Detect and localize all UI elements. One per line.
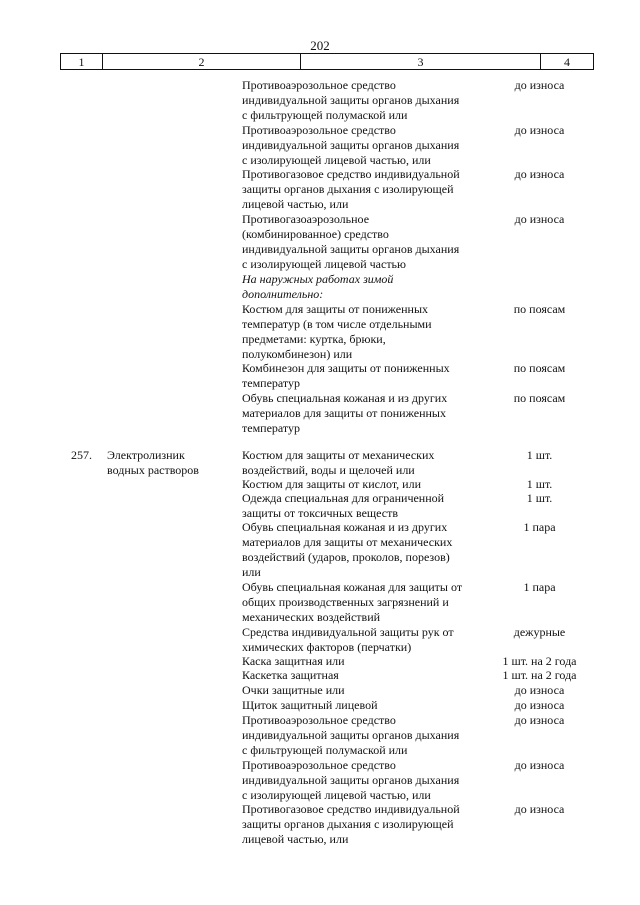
item-line: индивидуальной защиты органов дыхания	[242, 138, 460, 152]
profession-name: водных растворов	[107, 463, 199, 477]
item-line: Щиток защитный лицевой	[242, 698, 378, 712]
item-norm: до износа	[514, 683, 565, 697]
item-line: общих производственных загрязнений и	[242, 595, 449, 609]
item-norm: 1 пара	[523, 520, 556, 534]
item-line: с фильтрующей полумаской или	[242, 743, 408, 757]
column-header-2: 2	[103, 54, 301, 70]
item-norm: по поясам	[513, 361, 566, 375]
item-norm: до износа	[514, 167, 565, 181]
item-norm: по поясам	[513, 391, 566, 405]
item-line: Обувь специальная кожаная и из других	[242, 391, 448, 405]
section-note: На наружных работах зимой	[242, 272, 394, 286]
item-line: Противоаэрозольное средство	[242, 123, 396, 137]
item-line: лицевой частью, или	[242, 197, 349, 211]
item-line: предметами: куртка, брюки,	[242, 332, 386, 346]
item-norm: 1 шт.	[526, 477, 553, 491]
item-line: полукомбинезон) или	[242, 347, 353, 361]
item-line: (комбинированное) средство	[242, 227, 389, 241]
item-line: Очки защитные или	[242, 683, 345, 697]
item-line: Костюм для защиты от кислот, или	[242, 477, 421, 491]
item-line: воздействий (ударов, проколов, порезов)	[242, 550, 450, 564]
item-line: Противогазоаэрозольное	[242, 212, 370, 226]
column-header-4: 4	[541, 54, 594, 70]
item-line: Обувь специальная кожаная и из других	[242, 520, 448, 534]
item-line: Противоаэрозольное средство	[242, 758, 396, 772]
page-number: 202	[310, 38, 330, 53]
item-line: с изолирующей лицевой частью	[242, 257, 406, 271]
item-line: индивидуальной защиты органов дыхания	[242, 242, 460, 256]
item-line: Противогазовое средство индивидуальной	[242, 802, 460, 816]
item-line: температур (в том числе отдельными	[242, 317, 432, 331]
item-line: Костюм для защиты от механических	[242, 448, 435, 462]
item-norm: дежурные	[513, 625, 566, 639]
item-line: Каскетка защитная	[242, 668, 339, 682]
item-line: Противоаэрозольное средство	[242, 78, 396, 92]
item-line: индивидуальной защиты органов дыхания	[242, 773, 460, 787]
row-number: 257.	[71, 448, 92, 462]
item-norm: 1 шт. на 2 года	[502, 654, 577, 668]
item-line: химических факторов (перчатки)	[242, 640, 412, 654]
item-line: температур	[242, 376, 301, 390]
item-line: индивидуальной защиты органов дыхания	[242, 93, 460, 107]
column-header-1: 1	[61, 54, 103, 70]
item-line: Противогазовое средство индивидуальной	[242, 167, 460, 181]
column-header-3: 3	[301, 54, 541, 70]
item-line: индивидуальной защиты органов дыхания	[242, 728, 460, 742]
item-norm: до износа	[514, 698, 565, 712]
item-norm: до износа	[514, 123, 565, 137]
column-header-row	[60, 53, 594, 70]
item-line: Каска защитная или	[242, 654, 345, 668]
item-line: материалов для защиты от пониженных	[242, 406, 446, 420]
item-line: с изолирующей лицевой частью, или	[242, 788, 431, 802]
item-norm: по поясам	[513, 302, 566, 316]
item-norm: до износа	[514, 78, 565, 92]
item-line: температур	[242, 421, 301, 435]
item-line: защиты органов дыхания с изолирующей	[242, 182, 454, 196]
item-line: Противоаэрозольное средство	[242, 713, 396, 727]
item-line: Обувь специальная кожаная для защиты от	[242, 580, 463, 594]
profession-name: Электролизник	[107, 448, 185, 462]
item-norm: 1 пара	[523, 580, 556, 594]
item-line: механических воздействий	[242, 610, 381, 624]
item-line: воздействий, воды и щелочей или	[242, 463, 415, 477]
item-norm: до износа	[514, 758, 565, 772]
item-norm: 1 шт. на 2 года	[502, 668, 577, 682]
item-norm: 1 шт.	[526, 491, 553, 505]
item-line: защиты органов дыхания с изолирующей	[242, 817, 454, 831]
item-line: Костюм для защиты от пониженных	[242, 302, 429, 316]
item-line: с фильтрующей полумаской или	[242, 108, 408, 122]
item-line: с изолирующей лицевой частью, или	[242, 153, 431, 167]
section-note: дополнительно:	[242, 287, 324, 301]
item-norm: 1 шт.	[526, 448, 553, 462]
item-line: защиты от токсичных веществ	[242, 506, 399, 520]
item-line: лицевой частью, или	[242, 832, 349, 846]
item-norm: до износа	[514, 802, 565, 816]
item-line: материалов для защиты от механических	[242, 535, 453, 549]
item-line: Одежда специальная для ограниченной	[242, 491, 445, 505]
item-line: Комбинезон для защиты от пониженных	[242, 361, 450, 375]
item-norm: до износа	[514, 713, 565, 727]
item-line: или	[242, 565, 261, 579]
item-norm: до износа	[514, 212, 565, 226]
item-line: Средства индивидуальной защиты рук от	[242, 625, 454, 639]
